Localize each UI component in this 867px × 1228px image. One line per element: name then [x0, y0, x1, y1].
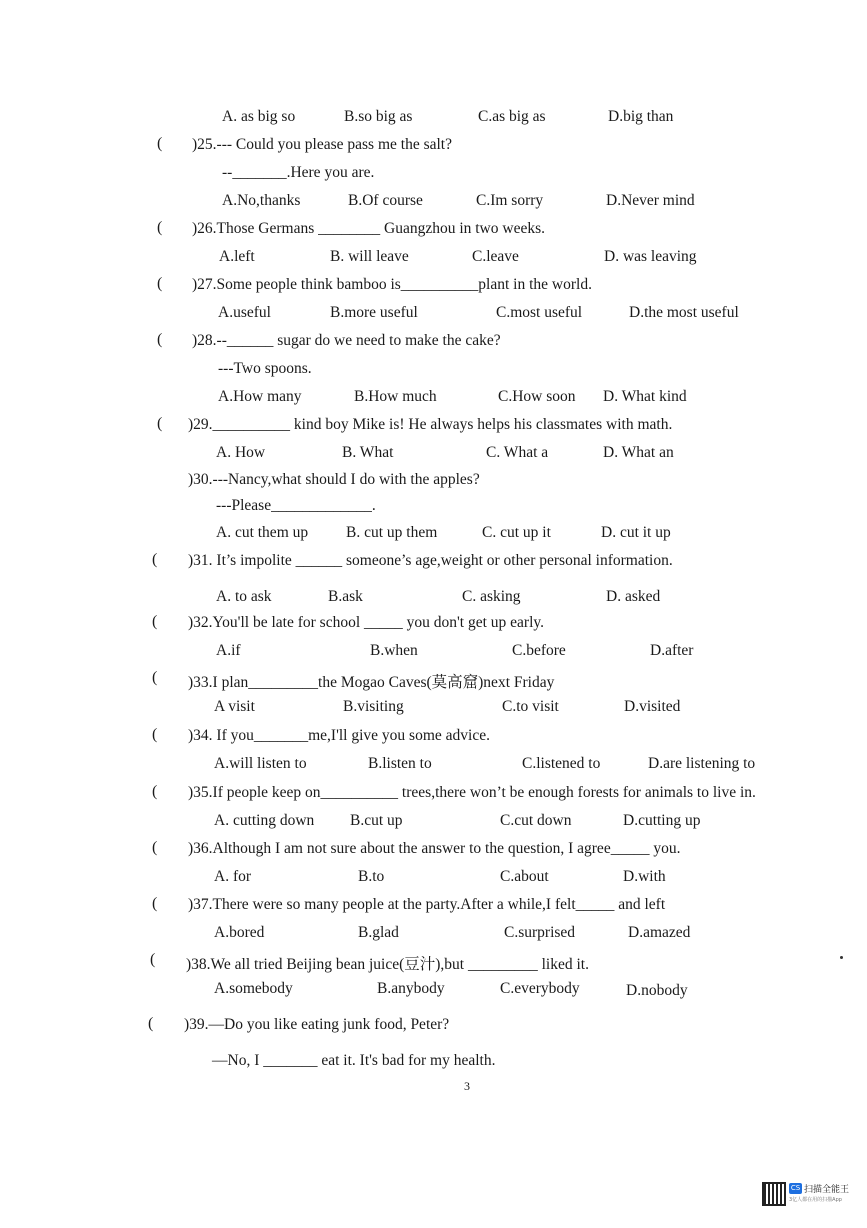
question-stem: )35.If people keep on__________ trees,there won’t be enough forests for animals to live in. [188, 784, 756, 801]
option-a: A. cutting down [214, 812, 315, 829]
question-stem: )33.I plan_________the Mogao Caves(莫高窟)next Friday [188, 674, 555, 691]
option-a: A. to ask [216, 588, 272, 605]
option-d: D. asked [606, 588, 661, 605]
scanner-name: 扫描全能王 [804, 1185, 850, 1195]
answer-bracket: ( [152, 839, 158, 856]
option-a: A.No,thanks [222, 192, 301, 209]
option-b: B.listen to [368, 755, 432, 772]
option-a: A. for [214, 868, 252, 885]
question-stem: )37.There were so many people at the party.After a while,I felt_____ and left [188, 896, 666, 913]
option-d: D.Never mind [606, 192, 695, 209]
answer-bracket: ( [157, 135, 163, 152]
option-b: B. will leave [330, 248, 409, 265]
answer-bracket: ( [157, 275, 163, 292]
question-stem: )32.You'll be late for school _____ you don't get up early. [188, 614, 545, 631]
question-stem: )38.We all tried Beijing bean juice(豆汁),but _________ liked it. [186, 956, 589, 973]
option-d: D.the most useful [629, 304, 739, 321]
option-c: C. cut up it [482, 524, 551, 541]
question-stem: )36.Although I am not sure about the answer to the question, I agree_____ you. [188, 840, 681, 857]
option-c: C.listened to [522, 755, 601, 772]
option-c: C.about [500, 868, 549, 885]
option-a: A.will listen to [214, 755, 307, 772]
option-a: A. How [216, 444, 266, 461]
option-c: C.cut down [500, 812, 572, 829]
option-d: D. cut it up [601, 524, 671, 541]
option-b: B.when [370, 642, 418, 659]
option-d: D.nobody [626, 982, 688, 999]
question-subline: --_______.Here you are. [222, 164, 375, 181]
option-b: B.to [358, 868, 385, 885]
answer-bracket: ( [150, 951, 156, 968]
page-number: 3 [464, 1079, 470, 1093]
answer-bracket: ( [148, 1015, 154, 1032]
scan-speck [840, 956, 843, 959]
option-a: A.useful [218, 304, 271, 321]
question-stem: )31. It’s impolite ______ someone’s age,weight or other personal information. [188, 552, 673, 569]
question-stem: )29.__________ kind boy Mike is! He always helps his classmates with math. [188, 416, 673, 433]
answer-bracket: ( [152, 895, 158, 912]
question-stem: )25.--- Could you please pass me the salt? [192, 136, 452, 153]
option-a: A.bored [214, 924, 265, 941]
option-d: D.visited [624, 698, 681, 715]
question-stem: )34. If you_______me,I'll give you some advice. [188, 727, 490, 744]
option-c: C.How soon [498, 388, 576, 405]
option-d: D.after [650, 642, 694, 659]
option-c: C.before [512, 642, 566, 659]
option-c: C.as big as [478, 108, 546, 125]
answer-bracket: ( [157, 219, 163, 236]
question-subline: ---Two spoons. [218, 360, 312, 377]
option-d: D.are listening to [648, 755, 756, 772]
answer-bracket: ( [157, 331, 163, 348]
option-c: C.everybody [500, 980, 580, 997]
option-d: D. What kind [603, 388, 687, 405]
option-d: D.with [623, 868, 666, 885]
question-subline: ---Please_____________. [216, 497, 376, 514]
option-c: C.to visit [502, 698, 559, 715]
option-c: C.leave [472, 248, 519, 265]
option-c: C.surprised [504, 924, 576, 941]
option-d: D.big than [608, 108, 674, 125]
answer-bracket: ( [152, 613, 158, 630]
option-d: D.cutting up [623, 812, 701, 829]
option-b: B.more useful [330, 304, 418, 321]
answer-bracket: ( [152, 551, 158, 568]
option-b: B.anybody [377, 980, 445, 997]
option-a: A. as big so [222, 108, 296, 125]
option-a: A visit [214, 698, 255, 715]
option-b: B.cut up [350, 812, 403, 829]
option-a: A.How many [218, 388, 302, 405]
option-d: D. was leaving [604, 248, 697, 265]
option-c: C. asking [462, 588, 521, 605]
question-stem: )27.Some people think bamboo is__________plant in the world. [192, 276, 592, 293]
cs-logo-icon: CS [790, 1184, 801, 1192]
option-b: B. What [342, 444, 394, 461]
question-stem: )30.---Nancy,what should I do with the apples? [188, 471, 480, 488]
question-stem: )28.--______ sugar do we need to make the cake? [192, 332, 501, 349]
answer-bracket: ( [157, 415, 163, 432]
scanner-watermark [789, 1182, 849, 1208]
option-a: A. cut them up [216, 524, 309, 541]
answer-bracket: ( [152, 726, 158, 743]
option-b: B.visiting [343, 698, 404, 715]
option-a: A.left [219, 248, 255, 265]
question-subline: —No, I _______ eat it. It's bad for my health. [212, 1052, 496, 1069]
question-stem: )26.Those Germans ________ Guangzhou in two weeks. [192, 220, 545, 237]
option-b: B.Of course [348, 192, 423, 209]
option-a: A.somebody [214, 980, 293, 997]
option-b: B.How much [354, 388, 437, 405]
option-b: B.glad [358, 924, 399, 941]
question-stem: )39.—Do you like eating junk food, Peter? [184, 1016, 450, 1033]
option-d: D. What an [603, 444, 674, 461]
qr-code-icon [762, 1182, 786, 1206]
option-b: B.so big as [344, 108, 413, 125]
option-d: D.amazed [628, 924, 691, 941]
option-c: C.most useful [496, 304, 583, 321]
scanner-tagline: 3亿人都在用的扫描App [789, 1197, 842, 1203]
option-b: B. cut up them [346, 524, 438, 541]
answer-bracket: ( [152, 783, 158, 800]
option-a: A.if [216, 642, 241, 659]
option-b: B.ask [328, 588, 363, 605]
option-c: C. What a [486, 444, 549, 461]
answer-bracket: ( [152, 669, 158, 686]
option-c: C.Im sorry [476, 192, 544, 209]
